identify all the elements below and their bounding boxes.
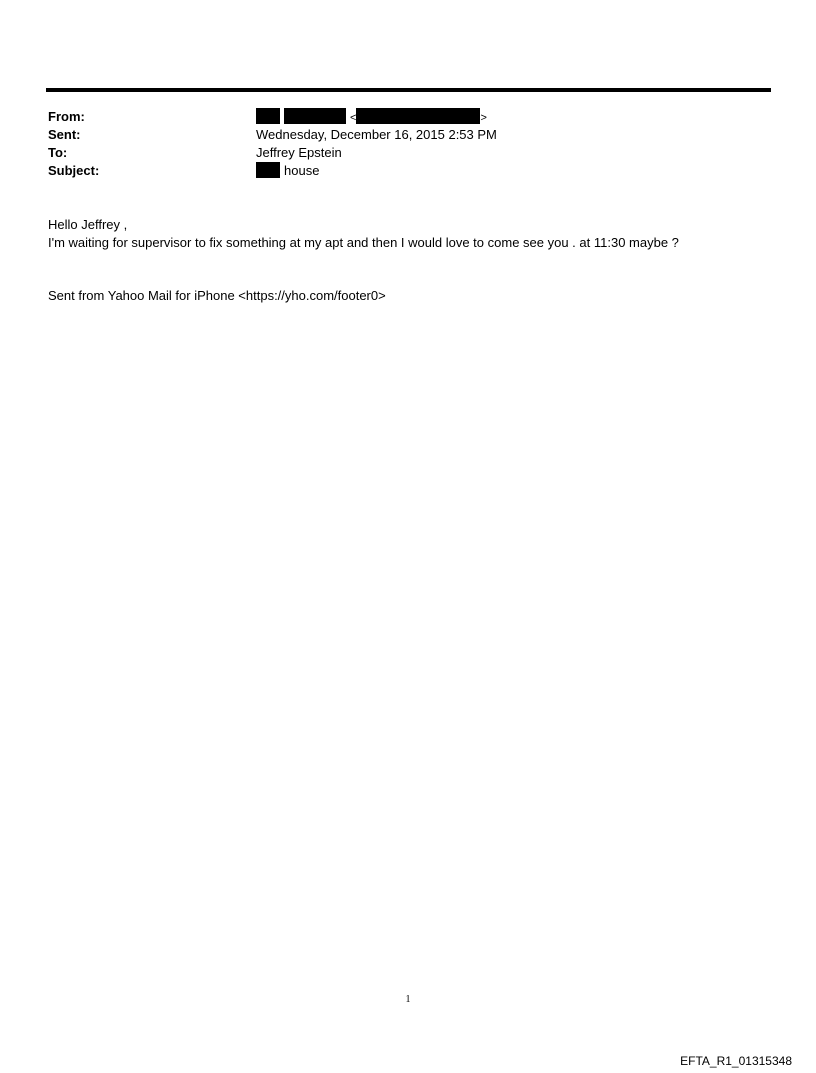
redaction-box	[256, 162, 280, 178]
from-row	[48, 108, 768, 126]
body-message: I'm waiting for supervisor to fix something at my apt and then I would love to come see you . at 11:30 maybe ?	[48, 235, 679, 250]
subject-value: house	[284, 163, 320, 178]
to-value: Jeffrey Epstein	[256, 145, 342, 160]
subject-row	[48, 162, 768, 180]
from-value	[256, 108, 487, 127]
document-id: EFTA_R1_01315348	[680, 1054, 792, 1068]
to-row	[48, 144, 768, 162]
redaction-box	[256, 108, 280, 124]
email-signature: Sent from Yahoo Mail for iPhone <https://yho.com/footer0>	[48, 288, 386, 303]
sent-value: Wednesday, December 16, 2015 2:53 PM	[256, 127, 497, 142]
subject-label: Subject:	[48, 163, 100, 178]
redaction-box	[284, 108, 346, 124]
body-greeting: Hello Jeffrey ,	[48, 217, 128, 232]
page-number: 1	[405, 994, 411, 1005]
from-angle-close: >	[480, 112, 487, 124]
redaction-box	[356, 108, 480, 124]
to-label: To:	[48, 145, 68, 160]
sent-label: Sent:	[48, 127, 81, 142]
email-header	[48, 108, 768, 180]
sent-row	[48, 126, 768, 144]
email-body	[48, 216, 768, 252]
header-divider	[46, 88, 771, 92]
from-label: From:	[48, 109, 85, 124]
subject-value-wrap	[256, 162, 319, 180]
from-angle-open: <	[350, 112, 357, 124]
